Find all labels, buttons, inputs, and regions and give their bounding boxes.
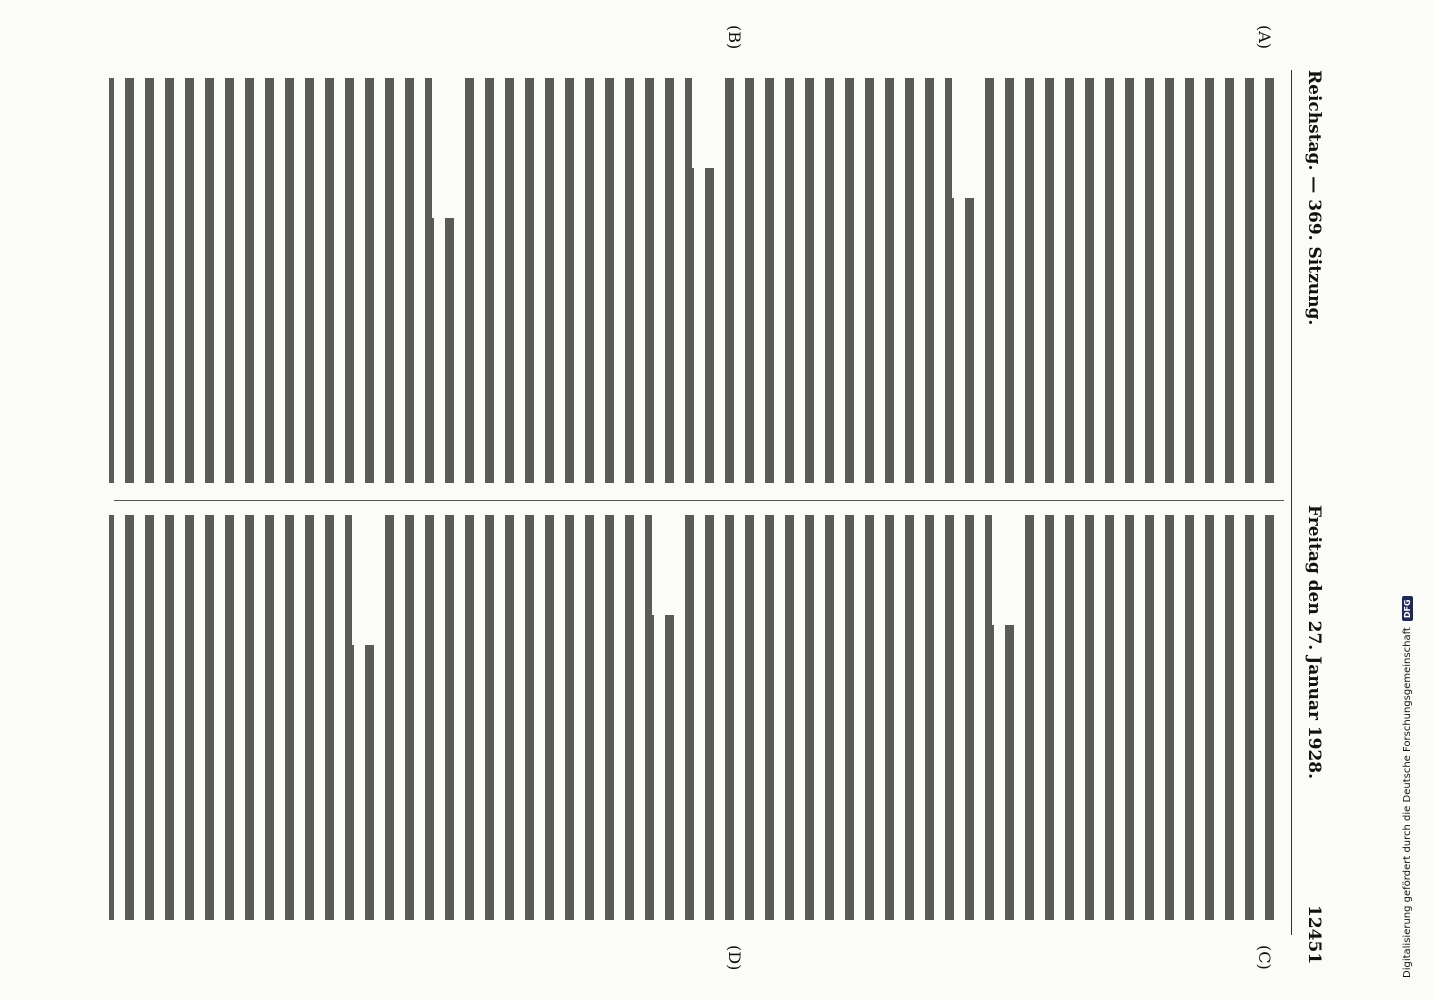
running-header-left: Reichstag. — 369. Sitzung. bbox=[1304, 70, 1324, 326]
margin-mark-b: (B) bbox=[725, 25, 744, 50]
text-column-left bbox=[109, 78, 1274, 483]
paragraph-break bbox=[952, 78, 974, 198]
header-rule bbox=[1291, 70, 1292, 935]
margin-mark-c: (C) bbox=[1255, 945, 1274, 970]
running-header-right: Freitag den 27. Januar 1928. bbox=[1304, 505, 1324, 780]
margin-mark-a: (A) bbox=[1255, 25, 1274, 50]
paragraph-break bbox=[992, 515, 1014, 625]
digitization-note: Digitalisierung gefördert durch die Deutsche Forschungsgemeinschaft bbox=[1402, 627, 1413, 978]
paragraph-break bbox=[432, 78, 454, 218]
text-column-right bbox=[109, 515, 1274, 920]
page-number: 12451 bbox=[1304, 905, 1324, 965]
paragraph-break bbox=[692, 78, 714, 168]
paragraph-break bbox=[352, 515, 374, 645]
paragraph-break bbox=[652, 515, 674, 615]
margin-mark-d: (D) bbox=[725, 945, 744, 971]
column-separator bbox=[114, 500, 1284, 501]
dfg-logo: DFG bbox=[1402, 596, 1413, 621]
digitization-footer bbox=[1402, 596, 1413, 978]
